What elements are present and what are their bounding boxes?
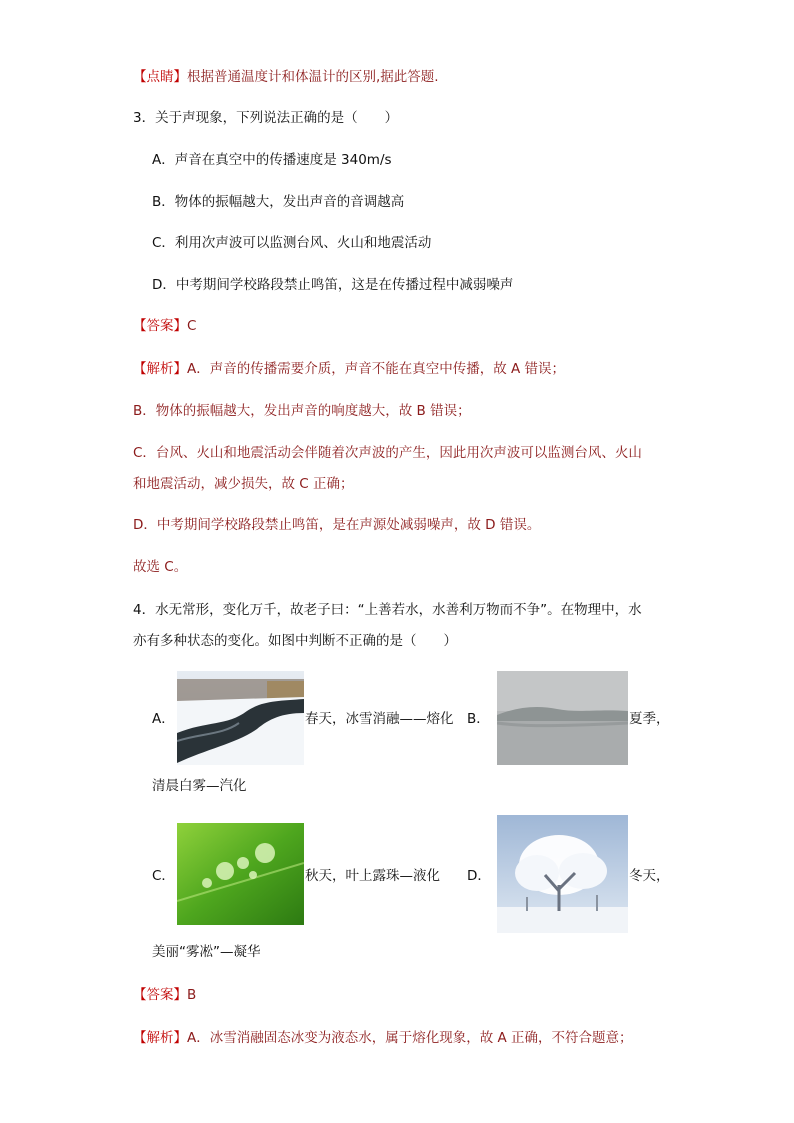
q3-analysis-line-1 <box>133 359 565 379</box>
q3-analysis-c2: 和地震活动，减少损失，故 C 正确； <box>133 476 354 492</box>
q4-option-d-continued: 美丽“雾凇”—凝华 <box>152 944 261 960</box>
q3-analysis-a: A．声音的传播需要介质，声音不能在真空中传播，故 A 错误； <box>187 361 566 377</box>
q4-option-d-label: D． <box>467 868 491 884</box>
q4-stem-1: 4．水无常形，变化万千，故老子曰：“上善若水，水善利万物而不争”。在物理中，水 <box>133 602 642 618</box>
rime-tree-image <box>497 815 628 933</box>
q3-answer-tag: 【答案】 <box>133 318 187 334</box>
q4-answer-tag: 【答案】 <box>133 987 187 1003</box>
dianjing-line <box>133 67 439 87</box>
q4-analysis-tag: 【解析】 <box>133 1030 187 1046</box>
q4-analysis-a: A．冰雪消融固态冰变为液态水，属于熔化现象，故 A 正确，不符合题意； <box>187 1030 633 1046</box>
q4-option-b-text: 夏季， <box>629 711 670 727</box>
q4-option-c-text: 秋天，叶上露珠—液化 <box>305 868 440 884</box>
q3-analysis-b: B．物体的振幅越大，发出声音的响度越大，故 B 错误； <box>133 403 471 419</box>
q4-option-d-text: 冬天， <box>629 868 670 884</box>
fog-lake-image <box>497 671 628 765</box>
q4-option-b-continued: 清晨白雾—汽化 <box>152 778 247 794</box>
leaf-dew-image <box>177 823 304 925</box>
snow-river-image <box>177 671 304 765</box>
q4-answer: B <box>187 987 197 1003</box>
q3-conclusion: 故选 C。 <box>133 559 188 575</box>
q3-option-d: D．中考期间学校路段禁止鸣笛，这是在传播过程中减弱噪声 <box>152 277 514 293</box>
q4-option-a-text: 春天，冰雪消融——熔化 <box>305 711 454 727</box>
q4-stem-2: 亦有多种状态的变化。如图中判断不正确的是（ ） <box>133 633 457 649</box>
q3-stem: 3．关于声现象，下列说法正确的是（ ） <box>133 110 399 126</box>
q3-option-b: B．物体的振幅越大，发出声音的音调越高 <box>152 194 405 210</box>
q4-option-b-label: B． <box>467 711 490 727</box>
q4-analysis-line-1 <box>133 1028 633 1048</box>
q3-answer-line <box>133 316 196 336</box>
q3-option-a: A．声音在真空中的传播速度是 340m/s <box>152 152 392 168</box>
q3-option-c: C．利用次声波可以监测台风、火山和地震活动 <box>152 235 432 251</box>
q4-option-c-label: C． <box>152 868 175 884</box>
q3-analysis-tag: 【解析】 <box>133 361 187 377</box>
q3-analysis-d: D．中考期间学校路段禁止鸣笛，是在声源处减弱噪声，故 D 错误。 <box>133 517 541 533</box>
q4-option-a-label: A． <box>152 711 175 727</box>
q3-answer: C <box>187 318 197 334</box>
q3-analysis-c1: C．台风、火山和地震活动会伴随着次声波的产生，因此用次声波可以监测台风、火山 <box>133 445 642 461</box>
dianjing-text: 根据普通温度计和体温计的区别,据此答题. <box>187 69 439 85</box>
dianjing-tag: 【点睛】 <box>133 69 187 85</box>
q4-answer-line <box>133 985 196 1005</box>
